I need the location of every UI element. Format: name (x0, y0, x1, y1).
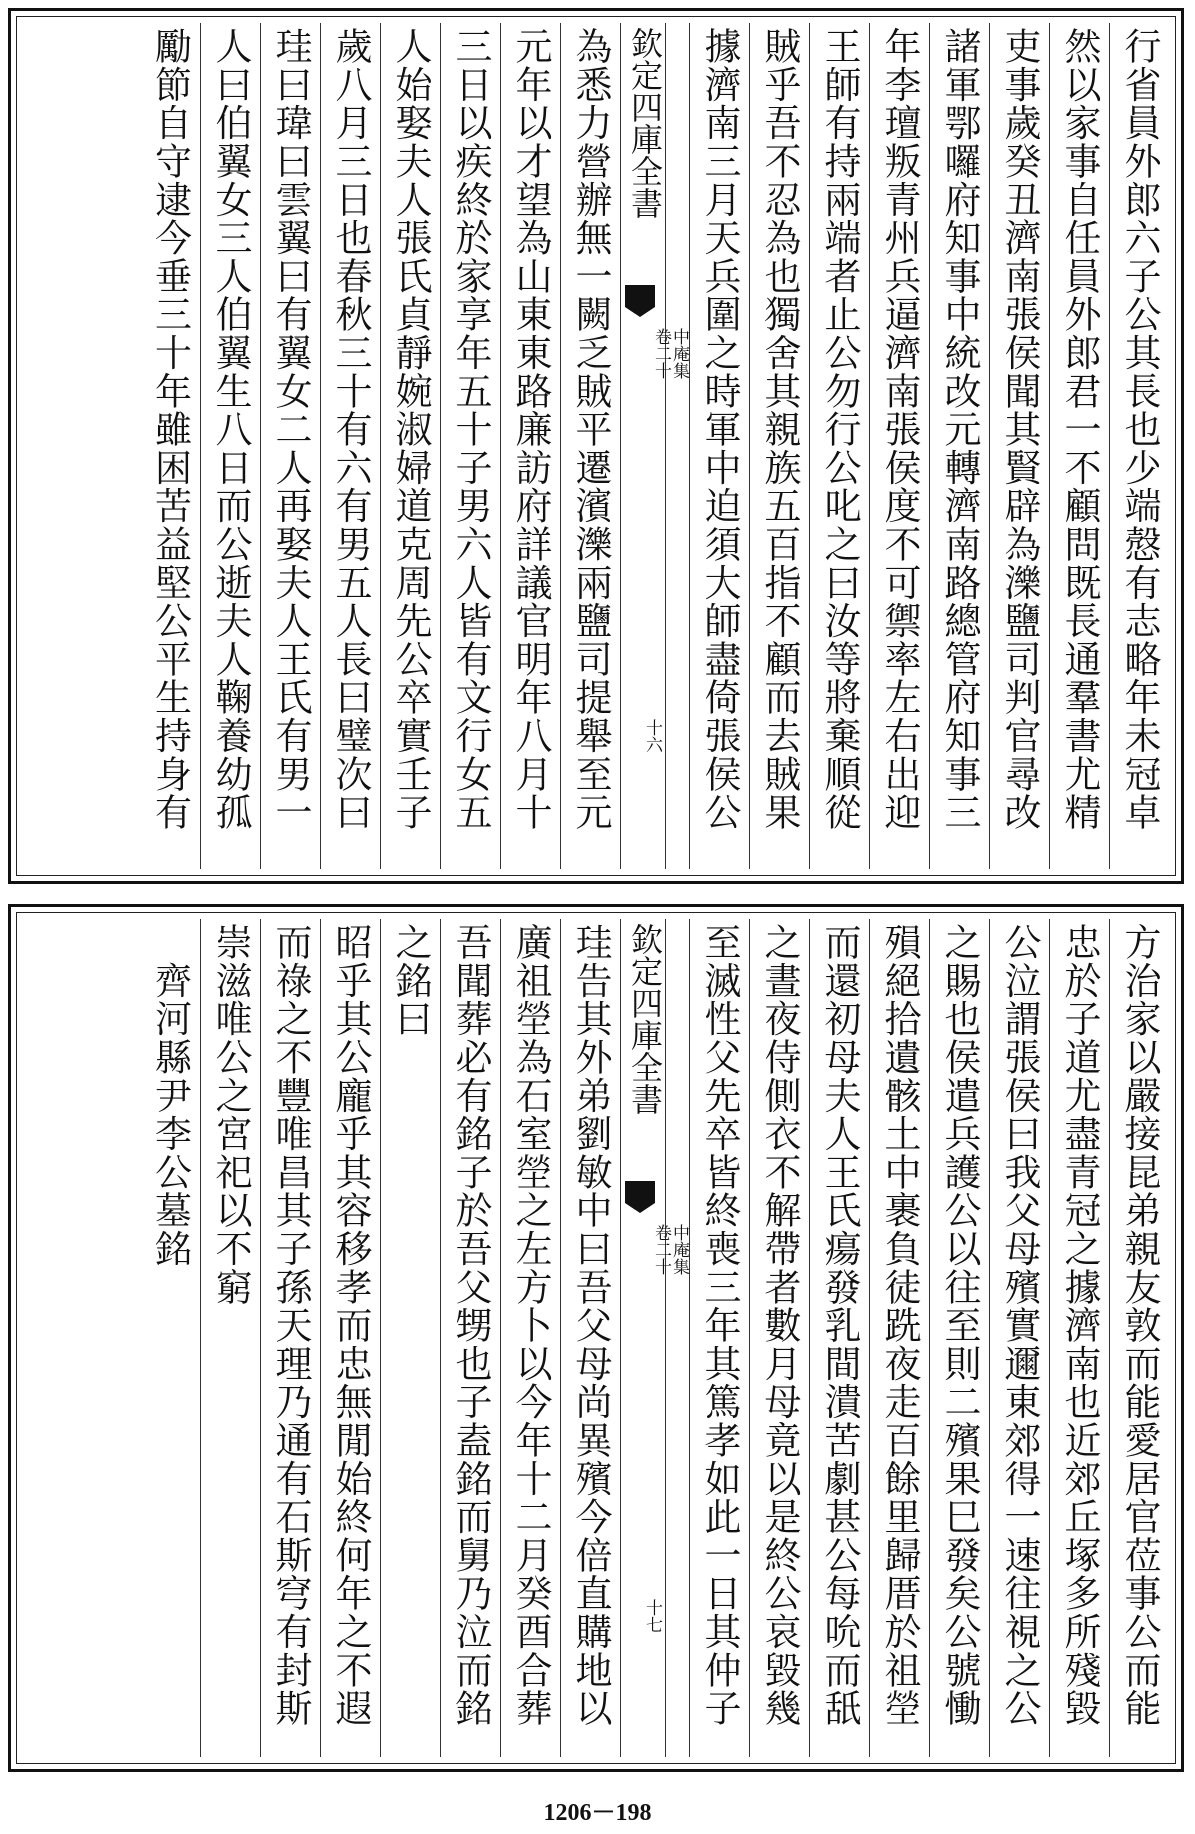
text-column: 之銘曰 (380, 919, 440, 1757)
text-column: 賊乎吾不忍為也獨舍其親族五百指不顧而去賊果 (749, 23, 809, 869)
text-column: 王師有持兩端者止公勿行公叱之曰汝等將棄順從 (809, 23, 869, 869)
text-column: 行省員外郎六子公其長也少端慤有志略年未冠卓 (1109, 23, 1169, 869)
center-leaf-number: 十七 (642, 1599, 662, 1633)
text-column: 珪告其外弟劉敏中曰吾父母尚異殯今倍直購地以 (560, 919, 620, 1757)
bottom-columns (23, 919, 1169, 1757)
text-column: 而還初母夫人王氏瘍發乳間潰苦劇甚公每吮而舐 (809, 919, 869, 1757)
section-title: 齊河縣尹李公墓銘 (148, 923, 192, 1268)
center-volume: 卷二十 (651, 1224, 671, 1275)
text-column: 崇滋唯公之宮祀以不窮 (200, 919, 260, 1757)
top-columns (23, 23, 1169, 869)
text-column: 吾聞葬必有銘子於吾父甥也子盍銘而舅乃泣而銘 (440, 919, 500, 1757)
center-collection: 中庵集 (669, 328, 689, 379)
bottom-page (0, 900, 1195, 1780)
top-page-frame (8, 8, 1184, 884)
text-column: 廣祖塋為石室塋之左方卜以今年十二月癸酉合葬 (500, 919, 560, 1757)
text-column: 元年以才望為山東東路廉訪府詳議官明年八月十 (500, 23, 560, 869)
text-column: 歲八月三日也春秋三十有六有男五人長曰璧次曰 (320, 23, 380, 869)
text-column: 人始娶夫人張氏貞靜婉淑婦道克周先公卒實壬子 (380, 23, 440, 869)
text-column: 昭乎其公龐乎其容移孝而忠無閒始終何年之不遐 (320, 919, 380, 1757)
center-title: 欽定四庫全書 (626, 923, 664, 1115)
center-volume: 卷二十 (651, 328, 671, 379)
top-page (0, 0, 1195, 900)
text-column: 然以家事自任員外郎君一不顧問既長通羣書尤精 (1049, 23, 1109, 869)
text-column: 方治家以嚴接昆弟親友敦而能愛居官莅事公而能 (1109, 919, 1169, 1757)
text-column: 殞絕拾遺骸土中裹負徒跣夜走百餘里歸厝於祖塋 (869, 919, 929, 1757)
text-column: 據濟南三月天兵圍之時軍中迫須大師盡倚張侯公 (689, 23, 749, 869)
center-fold-column (620, 919, 689, 1757)
text-column: 之晝夜侍側衣不解帶者數月母竟以是終公哀毀幾 (749, 919, 809, 1757)
bottom-page-frame (8, 904, 1184, 1772)
text-column: 人曰伯翼女三人伯翼生八日而公逝夫人鞠養幼孤 (200, 23, 260, 869)
text-column: 珪曰瑋曰雲翼曰有翼女二人再娶夫人王氏有男一 (260, 23, 320, 869)
text-column: 之賜也侯遣兵護公以往至則二殯果巳發矣公號慟 (929, 919, 989, 1757)
section-title-column (140, 919, 200, 1757)
text-column: 而祿之不豐唯昌其子孫天理乃通有石斯穹有封斯 (260, 919, 320, 1757)
text-column: 年李璮叛青州兵逼濟南張侯度不可禦率左右出迎 (869, 23, 929, 869)
text-column: 吏事歲癸丑濟南張侯聞其賢辟為濼鹽司判官尋改 (989, 23, 1049, 869)
center-title: 欽定四庫全書 (626, 27, 664, 219)
center-leaf-number: 十六 (642, 719, 662, 753)
center-fold-column (620, 23, 689, 869)
center-rule (665, 919, 666, 1757)
text-column: 三日以疾終於家享年五十子男六人皆有文行女五 (440, 23, 500, 869)
center-collection: 中庵集 (669, 1224, 689, 1275)
text-column: 公泣謂張侯曰我父母殯實邇東郊得一速往視之公 (989, 919, 1049, 1757)
center-rule (665, 23, 666, 869)
text-column: 勵節自守逮今垂三十年雖困苦益堅公平生持身有 (148, 27, 192, 832)
text-column: 為悉力營辦無一闕乏賊平遷濱濼兩鹽司提舉至元 (560, 23, 620, 869)
text-column: 至滅性父先卒皆終喪三年其篤孝如此一日其仲子 (689, 919, 749, 1757)
fish-tail-mark-icon (625, 285, 655, 307)
fish-tail-mark-icon (625, 1181, 655, 1203)
page-number: 1206－198 (543, 1800, 652, 1826)
text-column: 諸軍鄂囉府知事中統改元轉濟南路總管府知事三 (929, 23, 989, 869)
text-column: 忠於子道尤盡青冠之據濟南也近郊丘塚多所殘毀 (1049, 919, 1109, 1757)
